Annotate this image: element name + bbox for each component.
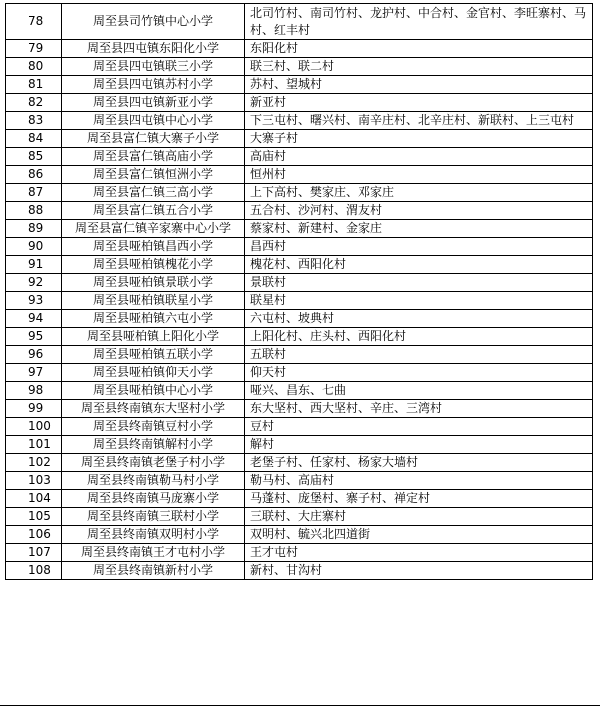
row-number-cell: 91	[6, 256, 62, 274]
row-number-cell: 104	[6, 490, 62, 508]
service-area-cell: 哑兴、昌东、七曲	[245, 382, 593, 400]
table-row	[6, 94, 593, 112]
table-row	[6, 238, 593, 256]
row-number-cell: 101	[6, 436, 62, 454]
row-number-cell: 87	[6, 184, 62, 202]
school-name-cell: 周至县终南镇勒马村小学	[62, 472, 245, 490]
service-area-cell: 勒马村、高庙村	[245, 472, 593, 490]
row-number-cell: 94	[6, 310, 62, 328]
school-district-table	[5, 3, 593, 580]
table-row	[6, 400, 593, 418]
service-area-cell: 王才屯村	[245, 544, 593, 562]
school-name-cell: 周至县哑柏镇仰天小学	[62, 364, 245, 382]
school-name-cell: 周至县终南镇老堡子村小学	[62, 454, 245, 472]
table-row	[6, 490, 593, 508]
table-row	[6, 166, 593, 184]
service-area-cell: 上阳化村、庄头村、西阳化村	[245, 328, 593, 346]
service-area-cell: 三联村、大庄寨村	[245, 508, 593, 526]
school-name-cell: 周至县哑柏镇景联小学	[62, 274, 245, 292]
table-row	[6, 202, 593, 220]
row-number-cell: 80	[6, 58, 62, 76]
table-row	[6, 526, 593, 544]
table-row	[6, 310, 593, 328]
school-name-cell: 周至县富仁镇三高小学	[62, 184, 245, 202]
school-name-cell: 周至县哑柏镇上阳化小学	[62, 328, 245, 346]
school-name-cell: 周至县四屯镇东阳化小学	[62, 40, 245, 58]
table-row	[6, 220, 593, 238]
service-area-cell: 昌西村	[245, 238, 593, 256]
service-area-cell: 北司竹村、南司竹村、龙护村、中合村、金官村、李旺寨村、马村、红丰村	[245, 4, 593, 40]
school-name-cell: 周至县富仁镇恒洲小学	[62, 166, 245, 184]
row-number-cell: 97	[6, 364, 62, 382]
row-number-cell: 99	[6, 400, 62, 418]
table-row	[6, 454, 593, 472]
table-row	[6, 148, 593, 166]
table-bottom-edge	[0, 705, 600, 706]
school-name-cell: 周至县富仁镇高庙小学	[62, 148, 245, 166]
table-row	[6, 58, 593, 76]
school-name-cell: 周至县哑柏镇联星小学	[62, 292, 245, 310]
row-number-cell: 90	[6, 238, 62, 256]
row-number-cell: 100	[6, 418, 62, 436]
service-area-cell: 大寨子村	[245, 130, 593, 148]
school-name-cell: 周至县四屯镇中心小学	[62, 112, 245, 130]
table-row	[6, 436, 593, 454]
table-row	[6, 328, 593, 346]
row-number-cell: 82	[6, 94, 62, 112]
school-name-cell: 周至县四屯镇苏村小学	[62, 76, 245, 94]
table-row	[6, 130, 593, 148]
school-name-cell: 周至县终南镇王才屯村小学	[62, 544, 245, 562]
row-number-cell: 83	[6, 112, 62, 130]
service-area-cell: 联星村	[245, 292, 593, 310]
school-name-cell: 周至县终南镇马庞寨小学	[62, 490, 245, 508]
table-row	[6, 346, 593, 364]
service-area-cell: 五合村、沙河村、渭友村	[245, 202, 593, 220]
service-area-cell: 苏村、望城村	[245, 76, 593, 94]
row-number-cell: 98	[6, 382, 62, 400]
school-name-cell: 周至县哑柏镇五联小学	[62, 346, 245, 364]
service-area-cell: 景联村	[245, 274, 593, 292]
service-area-cell: 马蓬村、庞堡村、寨子村、禅定村	[245, 490, 593, 508]
service-area-cell: 东大坚村、西大坚村、辛庄、三湾村	[245, 400, 593, 418]
table-row	[6, 292, 593, 310]
school-name-cell: 周至县富仁镇辛家寨中心小学	[62, 220, 245, 238]
row-number-cell: 103	[6, 472, 62, 490]
service-area-cell: 六屯村、坡典村	[245, 310, 593, 328]
service-area-cell: 蔡家村、新建村、金家庄	[245, 220, 593, 238]
table-row	[6, 544, 593, 562]
school-name-cell: 周至县终南镇东大坚村小学	[62, 400, 245, 418]
service-area-cell: 高庙村	[245, 148, 593, 166]
row-number-cell: 106	[6, 526, 62, 544]
service-area-cell: 上下高村、樊家庄、邓家庄	[245, 184, 593, 202]
service-area-cell: 槐花村、西阳化村	[245, 256, 593, 274]
service-area-cell: 联三村、联二村	[245, 58, 593, 76]
row-number-cell: 96	[6, 346, 62, 364]
service-area-cell: 东阳化村	[245, 40, 593, 58]
table-row	[6, 274, 593, 292]
school-name-cell: 周至县四屯镇联三小学	[62, 58, 245, 76]
school-name-cell: 周至县四屯镇新亚小学	[62, 94, 245, 112]
service-area-cell: 仰天村	[245, 364, 593, 382]
service-area-cell: 新亚村	[245, 94, 593, 112]
table-body	[6, 4, 593, 580]
row-number-cell: 102	[6, 454, 62, 472]
row-number-cell: 89	[6, 220, 62, 238]
row-number-cell: 78	[6, 4, 62, 40]
row-number-cell: 105	[6, 508, 62, 526]
row-number-cell: 84	[6, 130, 62, 148]
school-name-cell: 周至县终南镇新村小学	[62, 562, 245, 580]
row-number-cell: 107	[6, 544, 62, 562]
service-area-cell: 五联村	[245, 346, 593, 364]
school-name-cell: 周至县富仁镇五合小学	[62, 202, 245, 220]
table-row	[6, 4, 593, 40]
service-area-cell: 恒州村	[245, 166, 593, 184]
row-number-cell: 85	[6, 148, 62, 166]
row-number-cell: 79	[6, 40, 62, 58]
school-name-cell: 周至县终南镇三联村小学	[62, 508, 245, 526]
table-row	[6, 364, 593, 382]
service-area-cell: 解村	[245, 436, 593, 454]
row-number-cell: 81	[6, 76, 62, 94]
school-name-cell: 周至县终南镇解村小学	[62, 436, 245, 454]
school-name-cell: 周至县哑柏镇昌西小学	[62, 238, 245, 256]
row-number-cell: 93	[6, 292, 62, 310]
table-row	[6, 472, 593, 490]
service-area-cell: 老堡子村、任家村、杨家大墙村	[245, 454, 593, 472]
school-name-cell: 周至县哑柏镇中心小学	[62, 382, 245, 400]
service-area-cell: 下三屯村、曙兴村、南辛庄村、北辛庄村、新联村、上三屯村	[245, 112, 593, 130]
school-name-cell: 周至县富仁镇大寨子小学	[62, 130, 245, 148]
school-name-cell: 周至县司竹镇中心小学	[62, 4, 245, 40]
row-number-cell: 88	[6, 202, 62, 220]
service-area-cell: 双明村、毓兴北四道街	[245, 526, 593, 544]
table-row	[6, 184, 593, 202]
table-row	[6, 256, 593, 274]
table-row	[6, 508, 593, 526]
service-area-cell: 豆村	[245, 418, 593, 436]
school-name-cell: 周至县终南镇双明村小学	[62, 526, 245, 544]
school-name-cell: 周至县终南镇豆村小学	[62, 418, 245, 436]
row-number-cell: 92	[6, 274, 62, 292]
table-row	[6, 40, 593, 58]
school-district-table-container	[5, 3, 593, 580]
table-row	[6, 418, 593, 436]
table-row	[6, 76, 593, 94]
school-name-cell: 周至县哑柏镇六屯小学	[62, 310, 245, 328]
table-row	[6, 382, 593, 400]
row-number-cell: 108	[6, 562, 62, 580]
table-row	[6, 562, 593, 580]
school-name-cell: 周至县哑柏镇槐花小学	[62, 256, 245, 274]
row-number-cell: 95	[6, 328, 62, 346]
service-area-cell: 新村、甘沟村	[245, 562, 593, 580]
row-number-cell: 86	[6, 166, 62, 184]
table-row	[6, 112, 593, 130]
